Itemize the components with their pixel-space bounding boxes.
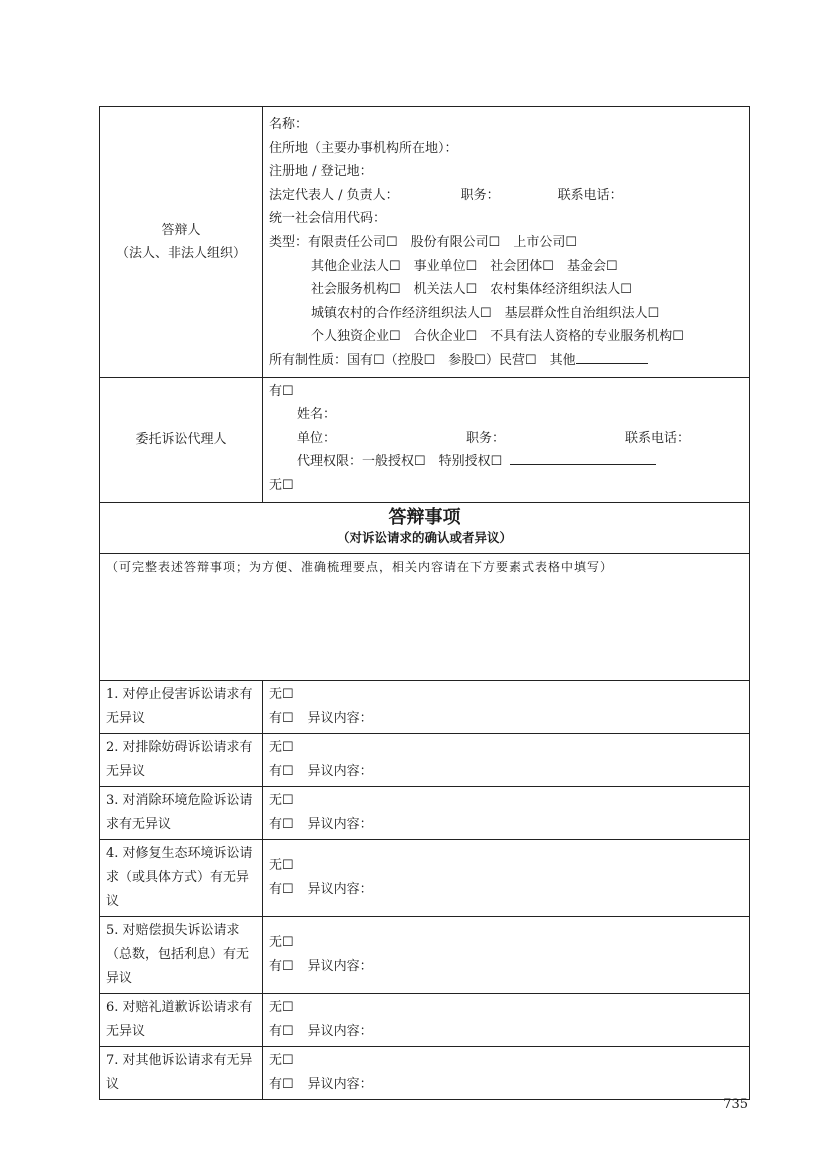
item-label-6: 6. 对赔礼道歉诉讼请求有无异议 bbox=[100, 993, 263, 1046]
defense-free-text-row bbox=[100, 553, 750, 680]
item-7-has-checkbox[interactable]: 有☐ bbox=[269, 1076, 294, 1092]
respondent-row bbox=[100, 107, 750, 378]
respondent-name-field[interactable]: 名称： bbox=[269, 117, 309, 132]
defense-title: 答辩事项 bbox=[388, 506, 461, 528]
type-prefix: 类型： bbox=[269, 234, 309, 250]
item-1-has-line bbox=[269, 707, 743, 731]
item-5-has-line bbox=[269, 955, 743, 979]
type-options-row-3[interactable]: 社会服务机构☐ 机关法人☐ 农村集体经济组织法人☐ bbox=[311, 282, 632, 298]
item-label-5: 5. 对赔偿损失诉讼请求（总数，包括利息）有无异议 bbox=[100, 916, 263, 993]
credit-code-field[interactable]: 统一社会信用代码： bbox=[269, 211, 387, 227]
respondent-registered-field[interactable]: 注册地 / 登记地： bbox=[269, 164, 373, 180]
defense-form-table bbox=[99, 106, 750, 1100]
item-3-objection-field[interactable]: 异议内容： bbox=[307, 816, 373, 832]
agent-label: 委托诉讼代理人 bbox=[135, 432, 227, 448]
agent-position-field[interactable]: 职务： bbox=[466, 430, 506, 446]
item-6-has-line bbox=[269, 1020, 743, 1044]
item-3-has-line bbox=[269, 813, 743, 837]
item-7-has-line bbox=[269, 1073, 743, 1097]
type-options-row-2[interactable]: 其他企业法人☐ 事业单位☐ 社会团体☐ 基金会☐ bbox=[311, 258, 618, 274]
respondent-label-sub: （法人、非法人组织） bbox=[115, 245, 246, 261]
type-line-1 bbox=[269, 231, 743, 255]
item-content-6 bbox=[263, 993, 750, 1046]
agent-unit-field[interactable]: 单位： bbox=[297, 430, 337, 446]
item-content-7 bbox=[263, 1046, 750, 1099]
item-row-7 bbox=[100, 1046, 750, 1099]
item-1-has-checkbox[interactable]: 有☐ bbox=[269, 710, 294, 726]
item-row-3 bbox=[100, 786, 750, 839]
agent-authority-line bbox=[269, 450, 743, 474]
item-4-has-checkbox[interactable]: 有☐ bbox=[269, 881, 294, 897]
legal-rep-position-field[interactable]: 职务： bbox=[460, 187, 500, 203]
respondent-label-cell bbox=[100, 107, 263, 378]
item-5-none-checkbox[interactable]: 无☐ bbox=[269, 935, 294, 950]
agent-has-checkbox[interactable]: 有☐ bbox=[269, 383, 294, 399]
item-content-5 bbox=[263, 916, 750, 993]
item-2-has-line bbox=[269, 760, 743, 784]
item-content-1 bbox=[263, 680, 750, 733]
agent-name-field[interactable]: 姓名： bbox=[297, 407, 337, 423]
defense-free-text-area[interactable] bbox=[100, 553, 750, 680]
item-6-objection-field[interactable]: 异议内容： bbox=[307, 1023, 373, 1039]
item-row-4 bbox=[100, 839, 750, 916]
type-options-row-5[interactable]: 个人独资企业☐ 合伙企业☐ 不具有法人资格的专业服务机构☐ bbox=[311, 329, 684, 345]
item-6-none-checkbox[interactable]: 无☐ bbox=[269, 1000, 294, 1015]
item-4-has-line bbox=[269, 878, 743, 902]
respondent-legal-rep-line bbox=[269, 184, 743, 208]
ownership-line bbox=[269, 349, 743, 373]
respondent-content bbox=[263, 107, 750, 378]
item-3-none-checkbox[interactable]: 无☐ bbox=[269, 793, 294, 808]
item-3-has-checkbox[interactable]: 有☐ bbox=[269, 816, 294, 832]
agent-authority-options[interactable]: 代理权限：一般授权☐ 特别授权☐ bbox=[297, 454, 503, 470]
item-content-3 bbox=[263, 786, 750, 839]
item-2-has-checkbox[interactable]: 有☐ bbox=[269, 763, 294, 779]
item-label-2: 2. 对排除妨碍诉讼请求有无异议 bbox=[100, 733, 263, 786]
item-row-6 bbox=[100, 993, 750, 1046]
agent-label-cell bbox=[100, 377, 263, 502]
type-options-row-1[interactable]: 有限责任公司☐ 股份有限公司☐ 上市公司☐ bbox=[308, 234, 577, 250]
item-6-has-checkbox[interactable]: 有☐ bbox=[269, 1023, 294, 1039]
item-content-4 bbox=[263, 839, 750, 916]
item-label-4: 4. 对修复生态环境诉讼请求（或具体方式）有无异议 bbox=[100, 839, 263, 916]
item-1-objection-field[interactable]: 异议内容： bbox=[307, 710, 373, 726]
item-content-2 bbox=[263, 733, 750, 786]
agent-unit-line bbox=[269, 427, 743, 451]
defense-header-row bbox=[100, 502, 750, 553]
ownership-other-blank[interactable] bbox=[576, 349, 648, 364]
defense-hint: （可完整表述答辩事项；为方便、准确梳理要点，相关内容请在下方要素式表格中填写） bbox=[106, 559, 614, 574]
item-4-none-checkbox[interactable]: 无☐ bbox=[269, 858, 294, 873]
item-label-3: 3. 对消除环境危险诉讼请求有无异议 bbox=[100, 786, 263, 839]
item-5-has-checkbox[interactable]: 有☐ bbox=[269, 958, 294, 974]
legal-rep-phone-field[interactable]: 联系电话： bbox=[557, 187, 623, 203]
defense-header-cell bbox=[100, 502, 750, 553]
item-1-none-checkbox[interactable]: 无☐ bbox=[269, 687, 294, 702]
item-label-1: 1. 对停止侵害诉讼请求有无异议 bbox=[100, 680, 263, 733]
respondent-label: 答辩人 bbox=[161, 222, 201, 238]
item-7-objection-field[interactable]: 异议内容： bbox=[307, 1076, 373, 1092]
ownership-options[interactable]: 所有制性质：国有☐（控股☐ 参股☐）民营☐ 其他 bbox=[269, 352, 576, 368]
item-row-5 bbox=[100, 916, 750, 993]
agent-none-checkbox[interactable]: 无☐ bbox=[269, 477, 294, 493]
item-row-1 bbox=[100, 680, 750, 733]
agent-authority-blank[interactable] bbox=[510, 450, 656, 465]
page-number: 735 bbox=[723, 1097, 748, 1112]
item-2-objection-field[interactable]: 异议内容： bbox=[307, 763, 373, 779]
item-row-2 bbox=[100, 733, 750, 786]
item-5-objection-field[interactable]: 异议内容： bbox=[307, 958, 373, 974]
agent-phone-field[interactable]: 联系电话： bbox=[625, 430, 691, 446]
legal-rep-field[interactable]: 法定代表人 / 负责人： bbox=[269, 187, 399, 203]
respondent-domicile-field[interactable]: 住所地（主要办事机构所在地）： bbox=[269, 140, 458, 156]
item-7-none-checkbox[interactable]: 无☐ bbox=[269, 1053, 294, 1068]
item-label-7: 7. 对其他诉讼请求有无异议 bbox=[100, 1046, 263, 1099]
type-options-row-4[interactable]: 城镇农村的合作经济组织法人☐ 基层群众性自治组织法人☐ bbox=[311, 305, 660, 321]
agent-row bbox=[100, 377, 750, 502]
item-2-none-checkbox[interactable]: 无☐ bbox=[269, 740, 294, 755]
agent-content bbox=[263, 377, 750, 502]
defense-subtitle: （对诉讼请求的确认或者异议） bbox=[336, 529, 512, 545]
item-4-objection-field[interactable]: 异议内容： bbox=[307, 881, 373, 897]
